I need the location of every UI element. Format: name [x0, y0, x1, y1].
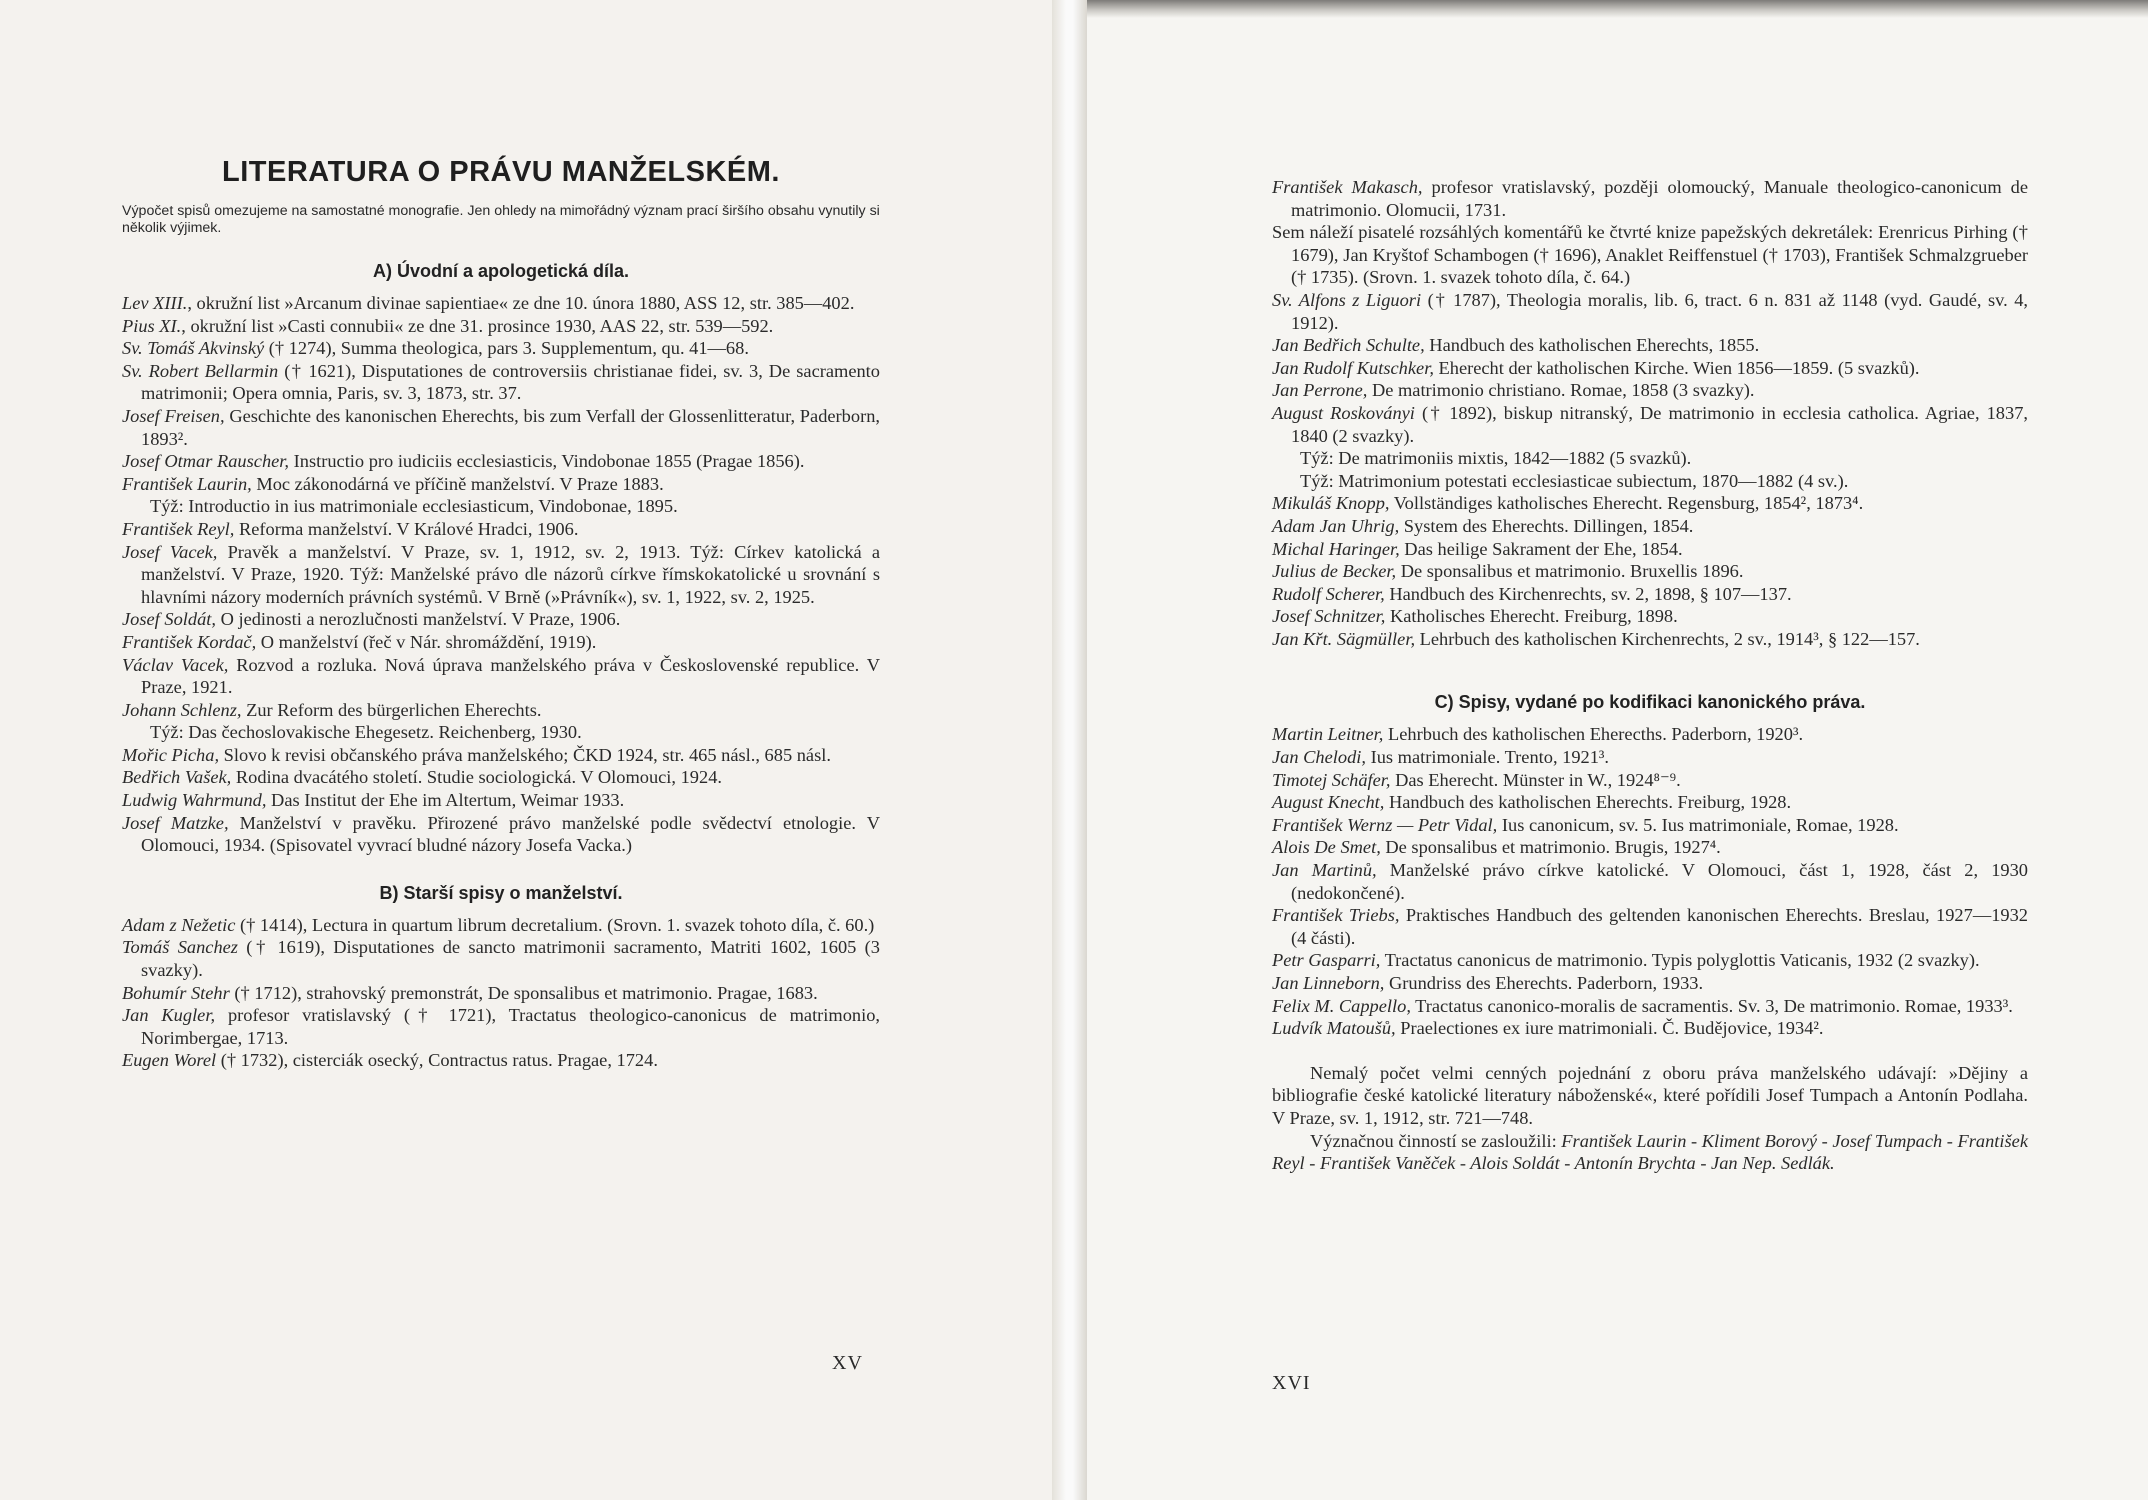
- entry-author: Alois De Smet,: [1272, 837, 1381, 858]
- entry-text: O jedinosti a nerozlučnosti manželství. V Praze, 1906.: [215, 609, 621, 630]
- entry-author: Josef Otmar Rauscher,: [122, 451, 290, 472]
- entry-author: František Wernz — Petr Vidal,: [1272, 814, 1498, 835]
- bibliography-entry: [122, 360, 880, 405]
- bibliography-entry: [122, 608, 880, 631]
- entry-text: profesor vratislavský († 1721), Tractatus theologico-canonicus de matrimonio, Norimbergae, 1713.: [141, 1005, 881, 1048]
- entry-author: Josef Soldát,: [122, 609, 216, 630]
- entry-author: Petr Gasparri,: [1272, 950, 1381, 971]
- entry-text: Grundriss des Eherechts. Paderborn, 1933.: [1384, 973, 1704, 993]
- bibliography-entry: [122, 337, 880, 360]
- entry-author: Josef Freisen,: [122, 405, 225, 426]
- bibliography-entry: [1272, 289, 2028, 334]
- entry-author: August Roskoványi: [1272, 402, 1415, 423]
- entry-text: Týž: Matrimonium potestati ecclesiasticae subiectum, 1870—1882 (4 sv.).: [1300, 470, 1849, 491]
- bibliography-entry: [1272, 995, 2028, 1018]
- bibliography-entry: [122, 292, 880, 315]
- entry-author: Josef Matzke,: [122, 812, 229, 833]
- entry-text: Handbuch des katholischen Eherechts. Freiburg, 1928.: [1384, 792, 1792, 813]
- bibliography-entry: [122, 789, 880, 812]
- bibliography-entry: [1272, 769, 2028, 792]
- bibliography-entry: [1272, 176, 2028, 221]
- entry-author: František Laurin,: [122, 473, 252, 494]
- entry-author: Lev XIII.: [122, 293, 188, 313]
- entry-author: Ludwig Wahrmund,: [122, 790, 267, 811]
- contributors-names: František Laurin - Kliment Borový - Josef Tumpach - František Reyl - František Vaněček - Alois Soldát - Antonín Brychta - Jan Nep. Sedlák.: [1272, 1130, 2028, 1174]
- entry-text: Eherecht der katholischen Kirche. Wien 1856—1859. (5 svazků).: [1433, 357, 1920, 378]
- closing-contributors: [1272, 1130, 2028, 1175]
- entry-text: Týž: De matrimoniis mixtis, 1842—1882 (5 svazků).: [1300, 448, 1692, 469]
- entry-text: († 1732), cisterciák osecký, Contractus ratus. Pragae, 1724.: [216, 1050, 658, 1071]
- section-b-heading: B) Starší spisy o manželství.: [379, 882, 623, 903]
- entry-author: Jan Křt. Sägmüller,: [1272, 628, 1416, 649]
- bibliography-entry: [122, 766, 880, 789]
- bibliography-entry: [1272, 560, 2028, 583]
- entry-text: De matrimonio christiano. Romae, 1858 (3 svazky).: [1367, 380, 1755, 401]
- entry-author: Václav Vacek,: [122, 654, 229, 675]
- entry-author: Johann Schlenz,: [122, 699, 242, 720]
- bibliography-entry: [1272, 746, 2028, 769]
- bibliography-entry: [122, 936, 880, 981]
- entry-text: Das heilige Sakrament der Ehe, 1854.: [1399, 538, 1683, 559]
- bibliography-entry: [1272, 515, 2028, 538]
- entry-text: Reforma manželství. V Králové Hradci, 1906.: [234, 518, 579, 539]
- bibliography-entry: [1272, 904, 2028, 949]
- bibliography-entry: [122, 654, 880, 699]
- entry-author: Josef Schnitzer,: [1272, 606, 1386, 627]
- entry-text: Rodina dvacátého století. Studie sociologická. V Olomouci, 1924.: [231, 767, 722, 788]
- entry-author: Mořic Picha,: [122, 744, 220, 765]
- entry-author: Jan Rudolf Kutschker,: [1272, 357, 1434, 378]
- entry-text: Ius canonicum, sv. 5. Ius matrimoniale, Romae, 1928.: [1497, 814, 1899, 835]
- entry-author: Adam z Nežetic: [122, 914, 236, 935]
- entry-author: Bohumír Stehr: [122, 982, 230, 1003]
- entry-author: Adam Jan Uhrig,: [1272, 515, 1400, 536]
- bibliography-entry: [1272, 836, 2028, 859]
- bibliography-entry: [122, 721, 880, 744]
- entry-text: († 1712), strahovský premonstrát, De sponsalibus et matrimonio. Pragae, 1683.: [229, 982, 818, 1003]
- entry-author: Jan Martinů,: [1272, 860, 1377, 881]
- bibliography-entry: [122, 315, 880, 338]
- entry-text: Lehrbuch des katholischen Eherecths. Paderborn, 1920³.: [1383, 724, 1804, 745]
- entry-author: Julius de Becker,: [1272, 561, 1397, 582]
- bibliography-entry: [1272, 492, 2028, 515]
- bibliography-entry: [122, 495, 880, 518]
- entry-author: František Reyl,: [122, 518, 235, 539]
- bibliography-entry: [1272, 972, 2028, 995]
- section-c-list: [1272, 723, 2028, 1039]
- bibliography-entry: [1272, 379, 2028, 402]
- entry-text: Týž: Introductio in ius matrimoniale ecclesiasticum, Vindobonae, 1895.: [150, 496, 678, 517]
- intro-note: Výpočet spisů omezujeme na samostatné monografie. Jen ohledy na mimořádný význam prací širšího obsahu vynutily si několik výjimek.: [122, 203, 880, 236]
- bibliography-entry: [122, 914, 880, 937]
- entry-author: Tomáš Sanchez: [122, 937, 238, 958]
- bibliography-entry: [1272, 221, 2028, 289]
- entry-author: Jan Chelodi,: [1272, 747, 1366, 768]
- bibliography-entry: [1272, 583, 2028, 606]
- entry-text: De sponsalibus et matrimonio. Bruxellis 1896.: [1396, 561, 1744, 582]
- bibliography-entry: [122, 812, 880, 857]
- entry-text: Moc zákonodárná ve příčině manželství. V Praze 1883.: [251, 473, 664, 494]
- entry-text: († 1619), Disputationes de sancto matrimonii sacramento, Matriti 1602, 1605 (3 svazky).: [141, 937, 880, 981]
- entry-text: († 1621), Disputationes de controversiis christianae fidei, sv. 3, De sacramento matrimonii; Opera omnia, Paris, sv. 3, 1873, str. 37.: [141, 360, 880, 404]
- entry-text: Handbuch des katholischen Eherechts, 1855.: [1424, 335, 1760, 356]
- bibliography-entry: [122, 541, 880, 609]
- contributors-lead: Význačnou činností se zasloužili:: [1310, 1130, 1562, 1151]
- bibliography-entry: [1272, 628, 2028, 651]
- page-number-left: XV: [832, 1352, 863, 1374]
- entry-text: Instructio pro iudiciis ecclesiasticis, Vindobonae 1855 (Pragae 1856).: [289, 451, 805, 472]
- bibliography-entry: [122, 744, 880, 767]
- bibliography-entry: [1272, 538, 2028, 561]
- entry-text: Manželské právo církve katolické. V Olomouci, část 1, 1928, část 2, 1930 (nedokončené).: [1291, 860, 2029, 903]
- entry-text: Tractatus canonicus de matrimonio. Typis polyglottis Vaticanis, 1932 (2 svazky).: [1380, 950, 1980, 971]
- section-c-heading: C) Spisy, vydané po kodifikaci kanonického práva.: [1434, 692, 1866, 713]
- entry-author: Jan Kugler,: [122, 1005, 216, 1026]
- entry-text: Tractatus canonico-moralis de sacramentis. Sv. 3, De matrimonio. Romae, 1933³.: [1410, 995, 2013, 1016]
- bibliography-entry: [122, 450, 880, 473]
- entry-text: System des Eherechts. Dillingen, 1854.: [1399, 515, 1694, 536]
- entry-text: , okružní list »Arcanum divinae sapientiae« ze dne 10. února 1880, ASS 12, str. 385—402.: [187, 293, 855, 313]
- entry-author: Bedřich Vašek,: [122, 767, 232, 788]
- bibliography-entry: [122, 473, 880, 496]
- right-page: [1087, 0, 2148, 1500]
- book-gutter: [1052, 0, 1087, 1500]
- section-b-continued-list: [1272, 176, 2028, 650]
- entry-text: Pravěk a manželství. V Praze, sv. 1, 1912, sv. 2, 1913. Týž: Církev katolická a manželství. V Praze, 1920. Týž: Manželské právo dle názorů církve římskokatolické u srovnání s hlavními názory moderních právních systémů. V Brně (»Právník«), sv. 1, 1922, sv. 2, 1925.: [141, 541, 880, 607]
- entry-text: Rozvod a rozluka. Nová úprava manželského práva v Československé republice. V Praze, 1921.: [141, 654, 880, 698]
- scan-edge-shadow: [1087, 0, 2148, 18]
- bibliography-entry: [1272, 470, 2028, 493]
- entry-text: Geschichte des kanonischen Eherechts, bis zum Verfall der Glossenlitteratur, Paderborn, 1893².: [141, 405, 880, 449]
- entry-text: De sponsalibus et matrimonio. Brugis, 1927⁴.: [1380, 837, 1721, 858]
- entry-author: František Triebs,: [1272, 905, 1400, 926]
- entry-text: Slovo k revisi občanského práva manželského; ČKD 1924, str. 465 násl., 685 násl.: [219, 744, 831, 765]
- left-column: [122, 156, 880, 1072]
- section-a-heading: A) Úvodní a apologetická díla.: [372, 261, 630, 281]
- entry-author: Jan Perrone,: [1272, 380, 1368, 401]
- section-a-list: [122, 292, 880, 857]
- bibliography-entry: [122, 631, 880, 654]
- entry-author: Rudolf Scherer,: [1272, 583, 1385, 604]
- bibliography-entry: [1272, 949, 2028, 972]
- entry-text: Manželství v pravěku. Přirozené právo manželské podle svědectví etnologie. V Olomouci, 1934. (Spisovatel vyvrací bludné názory Josefa Vacka.): [141, 812, 880, 856]
- bibliography-entry: [122, 982, 880, 1005]
- entry-author: Josef Vacek,: [122, 541, 218, 562]
- entry-text: Katholisches Eherecht. Freiburg, 1898.: [1385, 606, 1678, 627]
- entry-text: Ius matrimoniale. Trento, 1921³.: [1365, 747, 1610, 768]
- entry-text: Handbuch des Kirchenrechts, sv. 2, 1898, § 107—137.: [1384, 583, 1792, 604]
- entry-text: Vollständiges katholisches Eherecht. Regensburg, 1854², 1873⁴.: [1389, 493, 1864, 514]
- bibliography-entry: [1272, 447, 2028, 470]
- entry-author: Mikuláš Knopp,: [1272, 493, 1390, 514]
- entry-author: Martin Leitner,: [1272, 724, 1384, 745]
- bibliography-entry: [1272, 605, 2028, 628]
- page-number-right: XVI: [1272, 1372, 1311, 1394]
- bibliography-entry: [1272, 723, 2028, 746]
- entry-author: Timotej Schäfer,: [1272, 769, 1391, 790]
- bibliography-entry: [1272, 334, 2028, 357]
- entry-author: Ludvík Matoušů,: [1272, 1018, 1396, 1039]
- entry-author: Pius XI.: [122, 315, 182, 336]
- bibliography-entry: [1272, 357, 2028, 380]
- entry-text: O manželství (řeč v Nár. shromáždění, 1919).: [256, 631, 597, 652]
- entry-author: Sv. Alfons z Liguori: [1272, 289, 1422, 310]
- entry-author: August Knecht,: [1272, 792, 1385, 813]
- bibliography-entry: [122, 1049, 880, 1072]
- bibliography-entry: [122, 518, 880, 541]
- entry-text: († 1892), biskup nitranský, De matrimonio in ecclesia catholica. Agriae, 1837, 1840 (2 svazky).: [1291, 402, 2028, 446]
- bibliography-entry: [1272, 1017, 2028, 1040]
- page-title: LITERATURA O PRÁVU MANŽELSKÉM.: [222, 156, 780, 188]
- bibliography-entry: [1272, 791, 2028, 814]
- entry-text: Das Institut der Ehe im Altertum, Weimar 1933.: [266, 790, 625, 811]
- entry-text: Praelectiones ex iure matrimoniali. Č. Budějovice, 1934².: [1395, 1018, 1824, 1039]
- entry-author: Eugen Worel: [122, 1050, 217, 1071]
- entry-text: († 1414), Lectura in quartum librum decretalium. (Srovn. 1. svazek tohoto díla, č. 60.): [235, 914, 875, 935]
- entry-text: Zur Reform des bürgerlichen Eherechts.: [241, 699, 542, 720]
- left-page: [0, 0, 1052, 1500]
- entry-author: František Kordač,: [122, 631, 257, 652]
- entry-author: Sv. Robert Bellarmin: [122, 360, 279, 381]
- right-column: [1272, 176, 2028, 1175]
- entry-text: († 1787), Theologia moralis, lib. 6, tract. 6 n. 831 až 1148 (vyd. Gaudé, sv. 4, 1912).: [1291, 289, 2028, 333]
- entry-author: Sv. Tomáš Akvinský: [122, 338, 265, 359]
- bibliography-entry: [1272, 814, 2028, 837]
- entry-author: Jan Bedřich Schulte,: [1272, 335, 1425, 356]
- entry-text: Sem náleží pisatelé rozsáhlých komentářů ke čtvrté knize papežských dekretálek: Erenricus Pirhing († 1679), Jan Kryštof Schambogen († 1696), Anaklet Reiffenstuel († 1703), František Schmalzgrueber († 1735). (Srovn. 1. svazek tohoto díla, č. 64.): [1272, 222, 2028, 288]
- entry-author: Jan Linneborn,: [1272, 973, 1385, 993]
- entry-text: Praktisches Handbuch des geltenden kanonischen Eherechts. Breslau, 1927—1932 (4 části).: [1291, 905, 2028, 948]
- bibliography-entry: [122, 405, 880, 450]
- bibliography-entry: [1272, 402, 2028, 447]
- closing-paragraph: Nemalý počet velmi cenných pojednání z oboru práva manželského udávají: »Dějiny a bibliografie české katolické literatury náboženské«, které pořídili Josef Tumpach a Antonín Podlaha. V Praze, sv. 1, 1912, str. 721—748.: [1272, 1062, 2028, 1128]
- bibliography-entry: [122, 1004, 880, 1049]
- entry-author: František Makasch,: [1272, 177, 1423, 197]
- bibliography-entry: [1272, 859, 2028, 904]
- entry-text: profesor vratislavský, později olomoucký, Manuale theologico-canonicum de matrimonio. Olomucii, 1731.: [1291, 177, 2028, 220]
- entry-text: Das Eherecht. Münster in W., 1924⁸⁻⁹.: [1390, 769, 1681, 790]
- entry-text: († 1274), Summa theologica, pars 3. Supplementum, qu. 41—68.: [264, 338, 749, 359]
- bibliography-entry: [122, 699, 880, 722]
- entry-author: Felix M. Cappello,: [1272, 995, 1411, 1016]
- entry-text: Týž: Das čechoslovakische Ehegesetz. Reichenberg, 1930.: [150, 722, 582, 743]
- entry-author: Michal Haringer,: [1272, 538, 1400, 559]
- entry-text: Lehrbuch des katholischen Kirchenrechts, 2 sv., 1914³, § 122—157.: [1415, 628, 1920, 649]
- section-b-list: [122, 914, 880, 1072]
- entry-text: , okružní list »Casti connubii« ze dne 31. prosince 1930, AAS 22, str. 539—592.: [181, 315, 774, 336]
